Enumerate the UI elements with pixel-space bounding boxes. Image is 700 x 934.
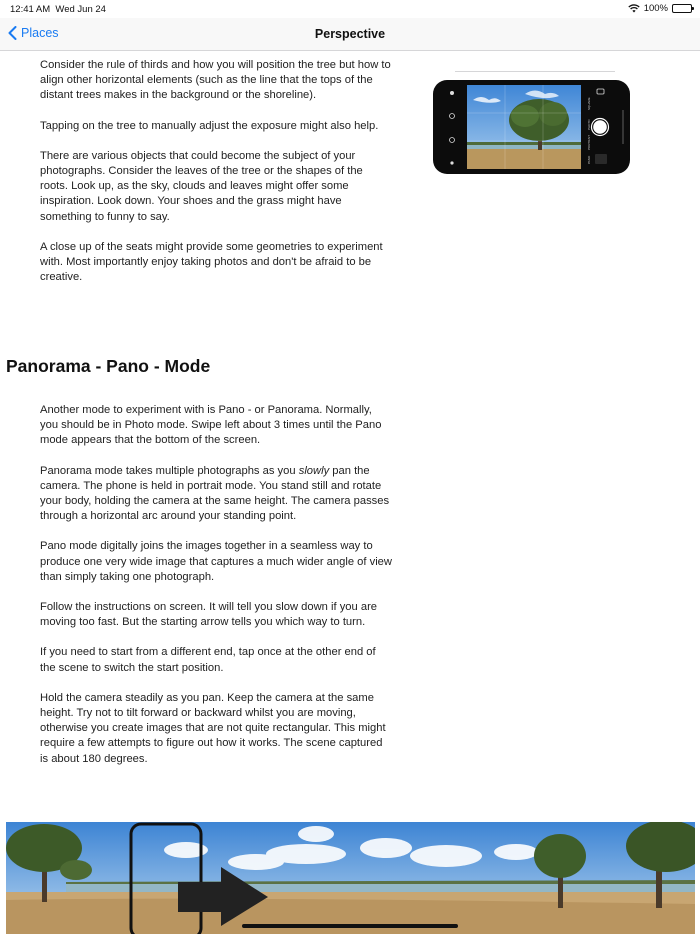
page-title: Perspective	[314, 27, 386, 41]
camera-screenshot-image	[433, 80, 630, 174]
battery-icon	[672, 4, 692, 13]
section-heading: Panorama - Pano - Mode	[6, 356, 211, 376]
status-time	[10, 4, 106, 15]
panorama-image	[6, 822, 695, 934]
home-indicator[interactable]	[242, 924, 458, 928]
wifi-icon	[628, 4, 640, 13]
paragraph	[40, 464, 392, 525]
paragraph: If you need to start from a different end, tap once at the other end of the scene to switch the start position.	[40, 646, 376, 674]
status-bar	[0, 0, 700, 18]
battery-percent: 100%	[643, 3, 668, 14]
paragraph: Tapping on the tree to manually adjust the exposure might also help.	[40, 119, 379, 132]
emphasis-text: slowly	[298, 464, 330, 477]
paragraph: A close up of the seats might provide some geometries to experiment with. Most importantly enjoy taking photos and don't be afraid to be creative.	[40, 240, 383, 284]
flash-icon	[450, 91, 454, 95]
pano-text	[40, 403, 392, 782]
divider	[455, 71, 615, 72]
camera-mode-label: PORTRAIT	[587, 134, 591, 150]
camera-mode-label: PANO	[587, 155, 591, 164]
paragraph: There are various objects that could become the subject of your photographs. Consider the leaves of the tree or the shapes of the roots. Look up, as the sky, clouds and leaves might offer some inspiration. Look down. Your shoes and the grass might have something to funny to say.	[40, 149, 363, 223]
back-label: Places	[21, 26, 59, 40]
content-scroll-area[interactable]	[0, 52, 700, 934]
status-indicators	[628, 3, 692, 14]
camera-mode-label: PHOTO	[587, 119, 591, 130]
paragraph: Follow the instructions on screen. It will tell you slow down if you are moving too fast. But the starting arrow tells you which way to turn.	[40, 601, 378, 629]
date-text: Wed Jun 24	[55, 4, 106, 15]
paragraph: Another mode to experiment with is Pano - or Panorama. Normally, you should be in Photo mode. Swipe left about 3 times until the Pano mode appears that the bottom of the screen.	[40, 404, 382, 447]
text-run: pan the camera. The phone is held in portrait mode. You stand still and rotate your body, holding the camera at the same height. The camera passes through a horizontal arc around your standing point.	[40, 464, 390, 523]
camera-mode-label: SQUARE	[587, 97, 591, 110]
intro-text	[40, 58, 392, 300]
paragraph: Consider the rule of thirds and how you will position the tree but how to align other horizontal elements (such as the line that the tops of the distant trees makes in the background or the shoreline).	[40, 59, 391, 102]
text-run: Panorama mode takes multiple photographs as you	[40, 464, 299, 477]
paragraph: Hold the camera steadily as you pan. Keep the camera at the same height. Try not to tilt forward or backward whilst you are moving, otherwise you create images that are not quite rectangular. This might require a few attempts to figure out how it works. The scene captured is about 180 degrees.	[40, 691, 386, 765]
navigation-bar	[0, 18, 700, 51]
paragraph: Pano mode digitally joins the images together in a seamless way to produce one very wide image that captures a much wider angle of view than simply taking one photograph.	[40, 540, 392, 583]
time-text: 12:41 AM	[10, 4, 51, 15]
